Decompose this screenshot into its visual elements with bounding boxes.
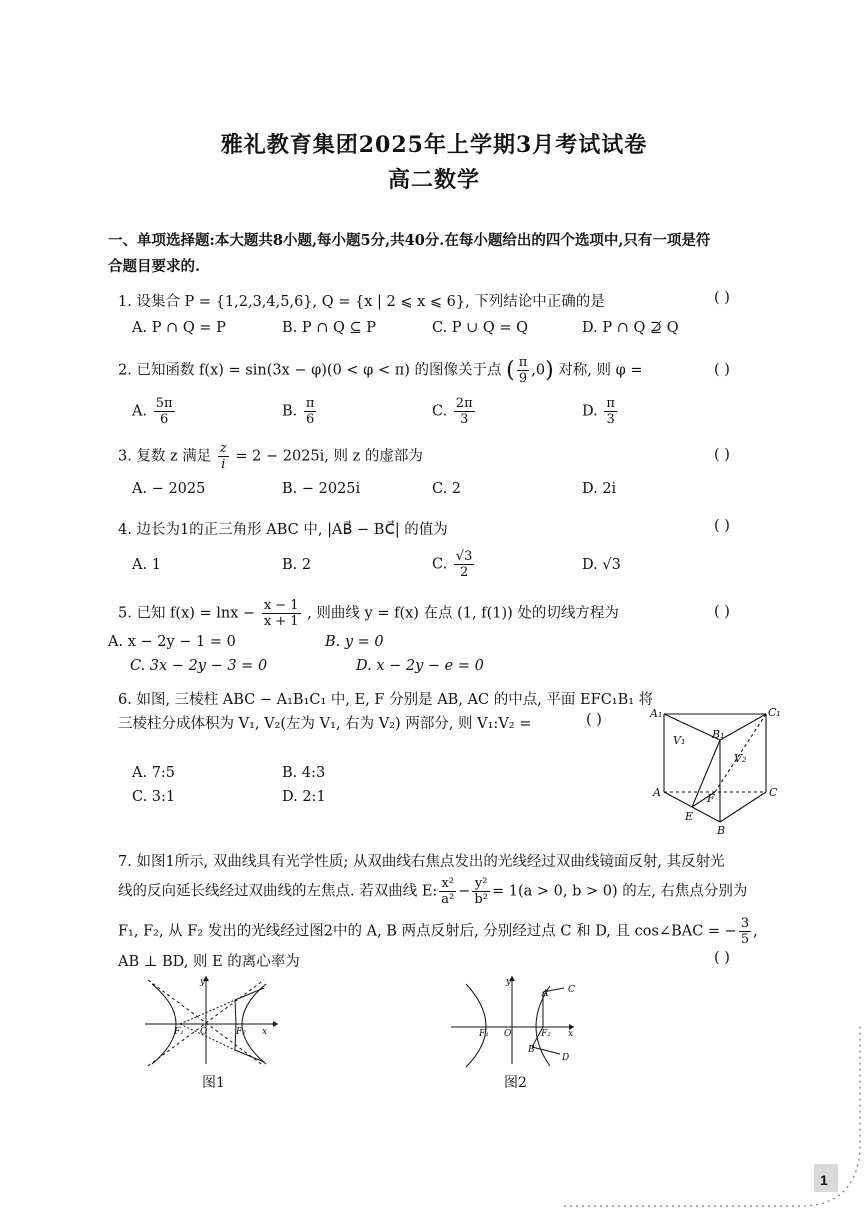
page-corner-decoration: [560, 1020, 868, 1227]
question-4-stem: 4. 边长为1的正三角形 ABC 中, |AB⃗ − BC⃗| 的值为: [118, 522, 448, 538]
q3-stem-post: = 2 − 2025i, 则 z 的虚部为: [235, 448, 423, 465]
answer-paren-4: ( ): [714, 518, 730, 534]
q3-stem-pre: 3. 复数 z 满足: [118, 448, 212, 465]
fig2-label-d: D: [562, 1053, 570, 1063]
answer-paren-5: ( ): [714, 604, 730, 620]
answer-paren-6: ( ): [586, 712, 602, 728]
q2-left-paren: (: [506, 358, 515, 383]
fig2-label-b: B: [528, 1045, 535, 1055]
label-a: A: [653, 786, 661, 799]
q5-stem-pre: 5. 已知 f(x) = lnx −: [118, 605, 256, 622]
fig1-label-f2: F₂: [236, 1027, 246, 1037]
q3-fraction: $\frac{z}{i}$: [219, 441, 227, 472]
page-number: 1: [820, 1172, 828, 1188]
q5-option-a: A. x − 2y − 1 = 0: [108, 634, 236, 650]
q2-option-d: D. $\frac{\pi}{3}$: [582, 396, 615, 427]
fig2-label-y: y: [506, 977, 512, 987]
q5-stem-post: , 则曲线 y = f(x) 在点 (1, f(1)) 处的切线方程为: [307, 605, 619, 622]
question-6-line2: 三棱柱分成体积为 V₁, V₂(左为 V₁, 右为 V₂) 两部分, 则 V₁:V₂ =: [118, 716, 532, 732]
q2-stem-post: 对称, 则 φ =: [558, 362, 643, 379]
q7-line3-pre: F₁, F₂, 从 F₂ 发出的光线经过图2中的 A, B 两点反射后, 分别经过点 C 和 D, 且 cos∠BAC = −: [118, 923, 737, 940]
q2-point-rest: ,0: [531, 362, 546, 379]
q2-point-fraction: $\frac{\pi}{9}$: [518, 355, 528, 386]
q3-option-d: D. 2i: [582, 481, 617, 497]
question-2-stem: [118, 355, 643, 386]
question-5-stem: [118, 598, 619, 629]
figure-2-caption: 图2: [504, 1075, 527, 1091]
q2-option-c: C. $\frac{2\pi}{3}$: [432, 396, 473, 427]
q1-option-a: A. P ∩ Q = P: [132, 320, 226, 336]
section-heading: [108, 228, 768, 280]
fig2-label-c: C: [568, 985, 575, 995]
answer-paren-1: ( ): [714, 290, 730, 306]
label-e: E: [685, 810, 694, 823]
q2-option-b: B. $\frac{\pi}{6}$: [282, 396, 315, 427]
question-3-stem: [118, 441, 423, 472]
fig2-label-f1: F₁: [479, 1029, 489, 1039]
section-heading-line1: 一、单项选择题:本大题共8小题,每小题5分,共40分.在每小题给出的四个选项中,只有一项是符: [108, 232, 711, 249]
fig2-label-x: x: [568, 1029, 574, 1039]
prism-figure: [640, 700, 790, 840]
fig1-label-f1: F₁: [174, 1027, 184, 1037]
figure-1-caption: 图1: [202, 1075, 225, 1091]
q6-option-d: D. 2:1: [282, 789, 326, 805]
q2-right-paren: ): [545, 358, 554, 383]
q1-option-d: D. P ∩ Q ⊉ Q: [582, 320, 679, 336]
answer-paren-7: ( ): [714, 950, 730, 966]
question-7-line1: 7. 如图1所示, 双曲线具有光学性质; 从双曲线右焦点发出的光线经过双曲线镜面反射, 其反射光: [118, 854, 725, 870]
label-v1: V₁: [673, 734, 686, 747]
q3-option-c: C. 2: [432, 481, 462, 497]
q5-fraction: $\frac{x - 1}{x + 1}$: [263, 598, 299, 629]
question-7-line4: AB ⊥ BD, 则 E 的离心率为: [118, 954, 300, 970]
label-c: C: [769, 786, 778, 799]
q4-option-a: A. 1: [132, 557, 161, 573]
q6-option-c: C. 3:1: [132, 789, 176, 805]
label-c1: C₁: [768, 706, 781, 719]
subject-title: 高二数学: [387, 167, 480, 193]
q7-line2-post: = 1(a > 0, b > 0) 的左, 右焦点分别为: [491, 883, 748, 900]
q5-option-c: C. 3x − 2y − 3 = 0: [130, 658, 268, 674]
exam-title: 雅礼教育集团2025年上学期3月考试试卷: [220, 132, 648, 158]
hyperbola-figure-1: [140, 972, 280, 1068]
q3-option-a: A. − 2025: [132, 481, 206, 497]
q4-option-c: C. $\frac{√3}{2}$: [432, 549, 473, 580]
question-6-line1: 6. 如图, 三棱柱 ABC − A₁B₁C₁ 中, E, F 分别是 AB, AC 的中点, 平面 EFC₁B₁ 将: [118, 692, 654, 708]
q1-option-b: B. P ∩ Q ⊆ P: [282, 320, 377, 336]
label-v2: V₂: [734, 752, 747, 765]
fig2-label-a: A: [542, 989, 549, 999]
q5-option-d: D. x − 2y − e = 0: [356, 658, 484, 674]
question-1-stem: 1. 设集合 P = {1,2,3,4,5,6}, Q = {x | 2 ⩽ x ⩽ 6}, 下列结论中正确的是: [118, 294, 605, 310]
q6-option-a: A. 7:5: [132, 765, 176, 781]
answer-paren-3: ( ): [714, 447, 730, 463]
question-7-line2: 线的反向延长线经过双曲线的左焦点. 若双曲线 E: $\frac{\text{x²}}{\text{a²}}$ − $\frac{\text{y²}}{\text{b²}}$ = 1(a > 0, b > 0) 的左, 右焦点分别为: [118, 876, 748, 907]
label-a1: A₁: [650, 707, 663, 720]
label-f: F: [707, 792, 715, 805]
fig2-label-f2: F₂: [541, 1029, 551, 1039]
fig1-label-x: x: [262, 1027, 268, 1037]
answer-paren-2: ( ): [714, 362, 730, 378]
q6-option-b: B. 4:3: [282, 765, 326, 781]
label-b: B: [717, 824, 726, 837]
q2-option-a: A. $\frac{5\pi}{6}$: [132, 396, 173, 427]
q7-line2-pre: 线的反向延长线经过双曲线的左焦点. 若双曲线 E:: [118, 883, 438, 900]
q4-option-d: D. √3: [582, 557, 621, 573]
q2-stem-pre: 2. 已知函数 f(x) = sin(3x − φ)(0 < φ < π) 的图像关于点: [118, 362, 502, 379]
q1-option-c: C. P ∪ Q = Q: [432, 320, 529, 336]
q3-option-b: B. − 2025i: [282, 481, 361, 497]
section-heading-line2: 合题目要求的.: [108, 258, 201, 275]
label-b1: B₁: [712, 728, 725, 741]
fig2-label-o: O: [504, 1029, 512, 1039]
q5-option-b: B. y = 0: [325, 634, 384, 650]
q4-option-b: B. 2: [282, 557, 312, 573]
fig1-label-o: O: [200, 1027, 208, 1037]
question-7-line3: F₁, F₂, 从 F₂ 发出的光线经过图2中的 A, B 两点反射后, 分别经过点 C 和 D, 且 cos∠BAC = − $\frac{3}{5}$ ,: [118, 916, 758, 947]
fig1-label-y: y: [200, 977, 206, 987]
